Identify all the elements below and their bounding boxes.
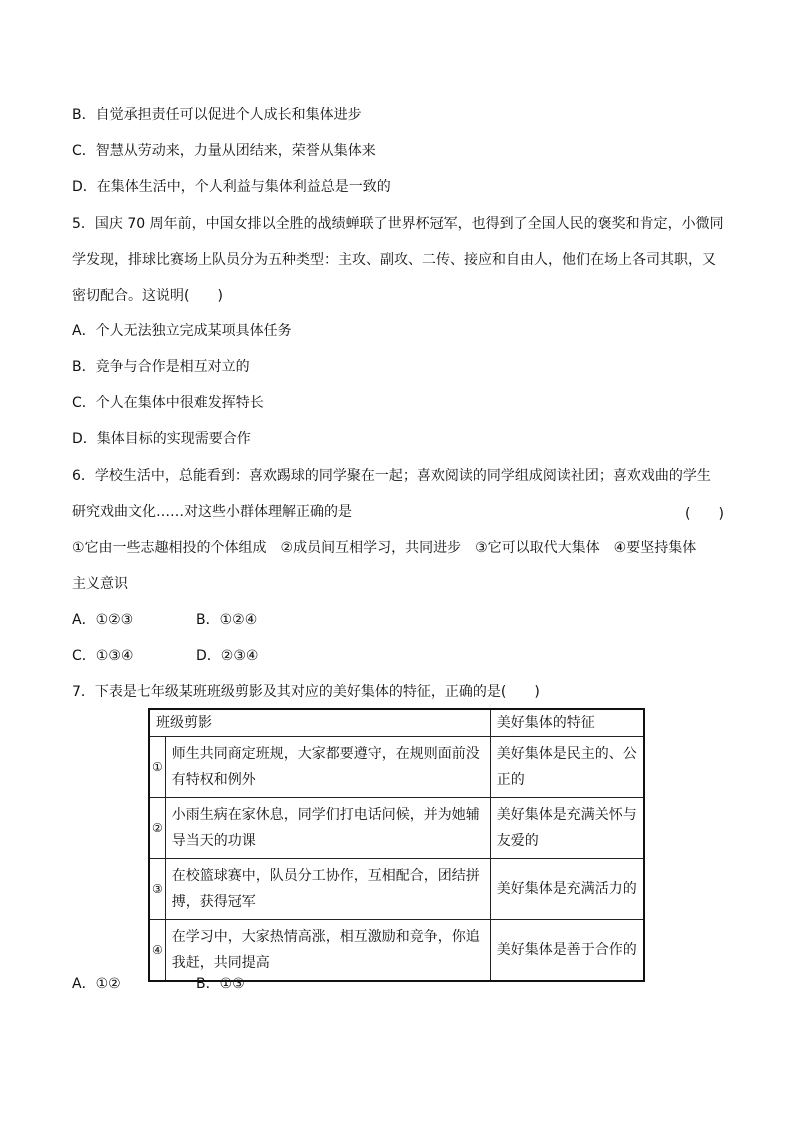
q5-option-c: C．个人在集体中很难发挥特长	[72, 395, 264, 411]
q7-stem: 7．下表是七年级某班班级剪影及其对应的美好集体的特征，正确的是( )	[72, 684, 540, 700]
header-feature: 美好集体的特征	[490, 709, 644, 737]
q6-statements-line-2: 主义意识	[72, 576, 128, 592]
q6-option-b: B．①②④	[196, 612, 258, 628]
q7-option-a: A．①②	[72, 976, 121, 992]
row-description: 师生共同商定班规，大家都要遵守，在规则面前没有特权和例外	[165, 737, 490, 798]
table-header-row	[149, 709, 644, 737]
header-class-clip: 班级剪影	[149, 709, 490, 737]
row-number: ①	[149, 737, 165, 798]
q4-option-b: B．自觉承担责任可以促进个人成长和集体进步	[72, 107, 362, 123]
q5-option-a: A．个人无法独立完成某项具体任务	[72, 323, 292, 339]
q5-option-d: D．集体目标的实现需要合作	[72, 431, 251, 447]
row-feature: 美好集体是充满关怀与友爱的	[490, 798, 644, 859]
table-row	[149, 737, 644, 798]
q5-option-b: B．竞争与合作是相互对立的	[72, 359, 250, 375]
q5-stem-line-2: 学发现，排球比赛场上队员分为五种类型：主攻、副攻、二传、接应和自由人，他们在场上各司其职，又	[72, 252, 716, 268]
q6-statements-line-1: ①它由一些志趣相投的个体组成 ②成员间互相学习，共同进步 ③它可以取代大集体 ④要坚持集体	[72, 540, 697, 556]
q5-stem-line-3: 密切配合。这说明( )	[72, 288, 223, 304]
table-row	[149, 920, 644, 982]
row-number: ④	[149, 920, 165, 982]
q7-option-b: B．①③	[196, 976, 245, 992]
q6-stem-line-1: 6．学校生活中，总能看到：喜欢踢球的同学聚在一起；喜欢阅读的同学组成阅读社团；喜欢戏曲的学生	[72, 468, 711, 484]
q6-stem-line-2: 研究戏曲文化……对这些小群体理解正确的是	[72, 504, 352, 520]
q6-option-d: D．②③④	[196, 648, 259, 664]
q6-answer-bracket: ( )	[685, 506, 724, 522]
row-feature: 美好集体是善于合作的	[490, 920, 644, 982]
row-description: 在学习中，大家热情高涨，相互激励和竞争，你追我赶，共同提高	[165, 920, 490, 982]
row-description: 在校篮球赛中，队员分工协作，互相配合，团结拼搏，获得冠军	[165, 859, 490, 920]
row-number: ②	[149, 798, 165, 859]
q4-option-c: C．智慧从劳动来，力量从团结来，荣誉从集体来	[72, 143, 376, 159]
row-description: 小雨生病在家休息，同学们打电话问候，并为她辅导当天的功课	[165, 798, 490, 859]
q6-option-c: C．①③④	[72, 648, 134, 664]
q5-stem-line-1: 5．国庆 70 周年前，中国女排以全胜的战绩蝉联了世界杯冠军，也得到了全国人民的褒奖和肯定，小微同	[72, 216, 724, 232]
row-feature: 美好集体是充满活力的	[490, 859, 644, 920]
table-row	[149, 859, 644, 920]
q4-option-d: D．在集体生活中，个人利益与集体利益总是一致的	[72, 179, 391, 195]
q6-option-a: A．①②③	[72, 612, 134, 628]
class-clip-table	[148, 708, 645, 982]
row-feature: 美好集体是民主的、公正的	[490, 737, 644, 798]
row-number: ③	[149, 859, 165, 920]
table-row	[149, 798, 644, 859]
